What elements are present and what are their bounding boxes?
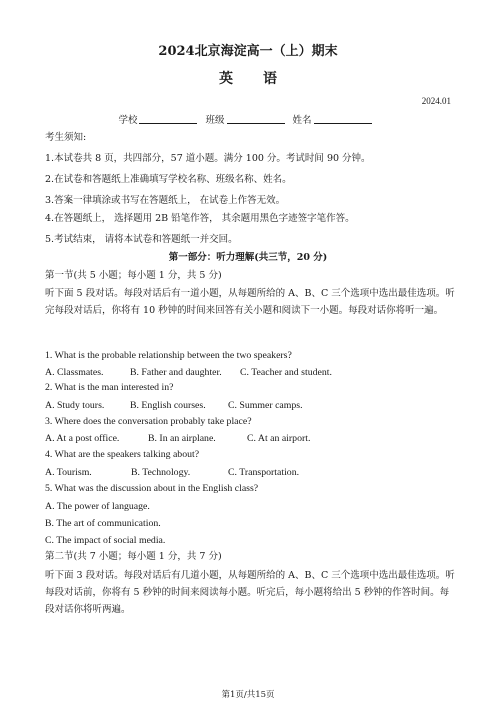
section1-instructions: 听下面 5 段对话。每段对话后有一道小题，从每题所给的 A、B、C 三个选项中选出最佳选项。听完每段对话后，你将有 10 秒钟的时间来回答有关小题和阅读下一小题。每段对话你将听一遍。 <box>45 288 455 316</box>
question-5: 5. What was the discussion about in the English class? <box>45 483 259 494</box>
question-3-options <box>45 432 455 445</box>
question-4-options <box>45 466 455 479</box>
question-5-option-b: B. The art of communication. <box>45 518 161 529</box>
question-5-option-c: C. The impact of social media. <box>45 535 166 546</box>
option-b: B. Technology. <box>131 467 191 478</box>
option-c: C. At an airport. <box>247 433 311 444</box>
exam-date: 2024.01 <box>421 96 451 106</box>
notice-item-1: 1.本试卷共 8 页，共四部分，57 道小题。满分 100 分。考试时间 90 分钟。 <box>45 153 371 164</box>
question-4: 4. What are the speakers talking about? <box>45 449 200 460</box>
notice-item-3: 3.答案一律填涂或书写在答题纸上， 在试卷上作答无效。 <box>45 195 286 206</box>
school-blank <box>139 112 197 124</box>
notice-heading: 考生须知: <box>45 132 87 143</box>
option-a: A. Study tours. <box>45 400 105 411</box>
option-b: B. In an airplane. <box>148 433 216 444</box>
option-c: C. Transportation. <box>228 467 300 478</box>
option-b: B. English courses. <box>130 400 206 411</box>
option-c: C. Summer camps. <box>228 400 303 411</box>
part1-heading: 第一部分：听力理解(共三节，20 分) <box>168 252 328 263</box>
class-blank <box>227 112 285 124</box>
question-5-option-a: A. The power of language. <box>45 501 150 512</box>
school-label: 学校 <box>118 115 138 126</box>
student-info-line <box>0 112 496 126</box>
notice-item-2: 2.在试卷和答题纸上准确填写学校名称、班级名称、姓名。 <box>45 174 292 185</box>
name-blank <box>314 112 372 124</box>
name-label: 姓名 <box>292 115 312 126</box>
option-a: A. At a post office. <box>45 433 120 444</box>
question-3: 3. Where does the conversation probably take place? <box>45 416 252 427</box>
class-label: 班级 <box>205 115 225 126</box>
question-1: 1. What is the probable relationship between the two speakers? <box>45 350 292 361</box>
page-number: 第1页/共15页 <box>221 690 275 700</box>
subject-title: 英语 <box>219 71 307 87</box>
notice-item-5: 5.考试结束， 请将本试卷和答题纸一并交回。 <box>45 234 238 245</box>
section2-heading: 第二节(共 7 小题；每小题 1 分，共 7 分) <box>45 551 222 562</box>
question-1-options <box>45 366 455 379</box>
section1-heading: 第一节(共 5 小题；每小题 1 分，共 5 分) <box>45 270 222 281</box>
question-2: 2. What is the man interested in? <box>45 382 174 393</box>
option-a: A. Tourism. <box>45 467 92 478</box>
option-a: A. Classmates. <box>45 367 104 378</box>
option-b: B. Father and daughter. <box>130 367 222 378</box>
option-c: C. Teacher and student. <box>240 367 332 378</box>
notice-item-4: 4.在答题纸上， 选择题用 2B 铅笔作答， 其余题用黑色字迹签字笔作答。 <box>45 213 355 224</box>
question-2-options <box>45 399 455 412</box>
exam-title: 2024北京海淀高一（上）期末 <box>158 44 338 59</box>
section2-instructions: 听下面 3 段对话。每段对话后有几道小题，从每题所给的 A、B、C 三个选项中选出最佳选项。听每段对话前，你将有 5 秒钟的时间来阅读每小题。听完后，每小题将给出 5 秒钟的作答时间。每段对话你将听两遍。 <box>45 570 455 615</box>
